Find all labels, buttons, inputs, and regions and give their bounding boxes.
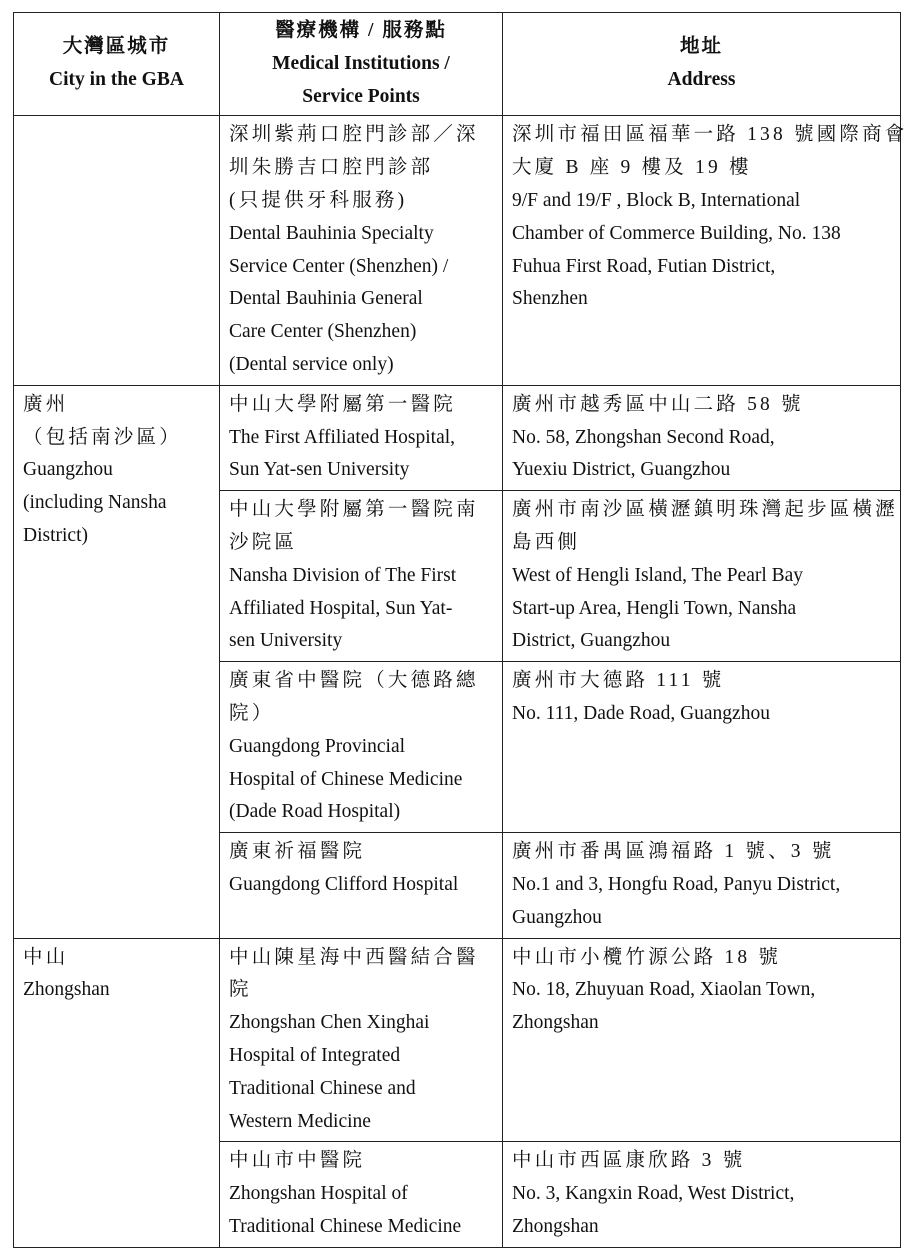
- institution-line: Guangdong Provincial: [229, 735, 406, 757]
- address-line: Zhongshan: [512, 1012, 599, 1034]
- city-cell-guangzhou: [14, 385, 220, 938]
- city-cell-zhongshan: [14, 938, 220, 1247]
- header-addr-zh: 地址: [679, 36, 723, 58]
- header-addr-en: Address: [667, 69, 736, 91]
- header-city-zh: 大灣區城市: [62, 36, 171, 58]
- institution-cell: [220, 833, 503, 938]
- header-inst-zh: 醫療機構 / 服務點: [275, 20, 447, 41]
- address-line: West of Hengli Island, The Pearl Bay: [512, 564, 804, 586]
- institution-line: Zhongshan Chen Xinghai: [229, 1012, 430, 1034]
- table-row: [14, 938, 901, 1142]
- institution-line: Service Center (Shenzhen) /: [229, 255, 449, 277]
- city-line: Guangzhou: [23, 459, 113, 481]
- city-cell: [14, 116, 220, 385]
- institution-line: Dental Bauhinia General: [229, 288, 423, 310]
- address-line: 中山市西區康欣路 3 號: [512, 1150, 746, 1172]
- institution-line: 廣東省中醫院（大德路總: [229, 670, 479, 692]
- header-inst-en-2: Service Points: [302, 85, 420, 107]
- institution-cell: [220, 938, 503, 1142]
- table-row: [14, 116, 901, 385]
- institution-line: Sun Yat-sen University: [229, 459, 410, 481]
- address-line: No. 58, Zhongshan Second Road,: [512, 426, 775, 448]
- header-institution: [220, 13, 503, 116]
- address-line: Chamber of Commerce Building, No. 138: [512, 222, 841, 244]
- institution-line: 院）: [229, 702, 275, 724]
- city-line: Zhongshan: [23, 979, 110, 1001]
- address-line: 廣州市越秀區中山二路 58 號: [512, 393, 804, 415]
- institution-line: Care Center (Shenzhen): [229, 321, 417, 343]
- address-line: 島西側: [512, 531, 581, 553]
- institution-cell: [220, 1142, 503, 1247]
- institution-line: 圳朱勝吉口腔門診部: [229, 157, 434, 179]
- address-line: 廣州市番禺區鴻福路 1 號、3 號: [512, 841, 835, 863]
- institution-line: Traditional Chinese and: [229, 1077, 416, 1099]
- address-line: Zhongshan: [512, 1215, 599, 1237]
- institution-line: Zhongshan Hospital of: [229, 1183, 408, 1205]
- address-line: Fuhua First Road, Futian District,: [512, 255, 776, 277]
- institution-line: 中山市中醫院: [229, 1150, 366, 1172]
- institution-line: 中山大學附屬第一醫院南: [229, 499, 479, 521]
- institution-cell: [220, 491, 503, 662]
- address-line: No.1 and 3, Hongfu Road, Panyu District,: [512, 873, 841, 895]
- address-cell: [503, 491, 901, 662]
- address-line: 廣州市大德路 111 號: [512, 670, 725, 692]
- institution-line: Traditional Chinese Medicine: [229, 1215, 462, 1237]
- city-line: (including Nansha: [23, 492, 167, 514]
- institution-line: 廣東祈福醫院: [229, 841, 366, 863]
- institution-line: 深圳紫荊口腔門診部／深: [229, 124, 479, 146]
- institution-line: Dental Bauhinia Specialty: [229, 222, 434, 244]
- gba-institutions-table: [13, 12, 908, 1248]
- header-inst-en-1: Medical Institutions /: [272, 52, 450, 74]
- address-cell: [503, 116, 908, 385]
- institution-line: 沙院區: [229, 531, 298, 553]
- header-city-en: City in the GBA: [49, 69, 184, 91]
- institution-cell: [220, 662, 503, 833]
- address-line: 廣州市南沙區橫瀝鎮明珠灣起步區橫瀝: [512, 499, 898, 521]
- city-line: District): [23, 524, 88, 546]
- address-line: Guangzhou: [512, 906, 602, 928]
- address-line: Shenzhen: [512, 288, 588, 310]
- city-line: 中山: [23, 946, 69, 968]
- institution-line: The First Affiliated Hospital,: [229, 426, 456, 448]
- institution-line: (Dental service only): [229, 353, 394, 375]
- address-cell: [503, 938, 901, 1142]
- header-city: [14, 13, 220, 116]
- table-row: [14, 385, 901, 490]
- address-line: No. 111, Dade Road, Guangzhou: [512, 702, 770, 724]
- address-cell: [503, 1142, 901, 1247]
- institution-line: 中山陳星海中西醫結合醫: [229, 946, 479, 968]
- header-address: [503, 13, 901, 116]
- institution-line: Nansha Division of The First: [229, 564, 457, 586]
- institution-line: Hospital of Integrated: [229, 1044, 401, 1066]
- institution-line: Affiliated Hospital, Sun Yat-: [229, 597, 453, 619]
- address-cell: [503, 385, 901, 490]
- city-line: （包括南沙區）: [23, 426, 182, 448]
- header-row: [14, 13, 901, 116]
- institution-line: 院: [229, 979, 252, 1001]
- institution-line: Guangdong Clifford Hospital: [229, 873, 459, 895]
- institution-line: Western Medicine: [229, 1110, 371, 1132]
- institution-line: (只提供牙科服務): [229, 189, 408, 211]
- city-line: 廣州: [23, 393, 69, 415]
- institution-line: (Dade Road Hospital): [229, 801, 401, 823]
- institution-line: 中山大學附屬第一醫院: [229, 393, 457, 415]
- address-cell: [503, 833, 901, 938]
- address-line: 大廈 B 座 9 樓及 19 樓: [512, 157, 752, 179]
- address-line: 深圳市福田區福華一路 138 號國際商會: [512, 124, 908, 146]
- address-line: 9/F and 19/F , Block B, International: [512, 189, 801, 211]
- address-line: No. 3, Kangxin Road, West District,: [512, 1183, 795, 1205]
- address-line: Start-up Area, Hengli Town, Nansha: [512, 597, 797, 619]
- address-line: 中山市小欖竹源公路 18 號: [512, 946, 782, 968]
- institution-cell: [220, 116, 503, 385]
- institution-cell: [220, 385, 503, 490]
- institution-line: Hospital of Chinese Medicine: [229, 768, 463, 790]
- address-line: District, Guangzhou: [512, 630, 671, 652]
- institution-line: sen University: [229, 630, 343, 652]
- address-line: Yuexiu District, Guangzhou: [512, 459, 731, 481]
- address-line: No. 18, Zhuyuan Road, Xiaolan Town,: [512, 979, 816, 1001]
- address-cell: [503, 662, 901, 833]
